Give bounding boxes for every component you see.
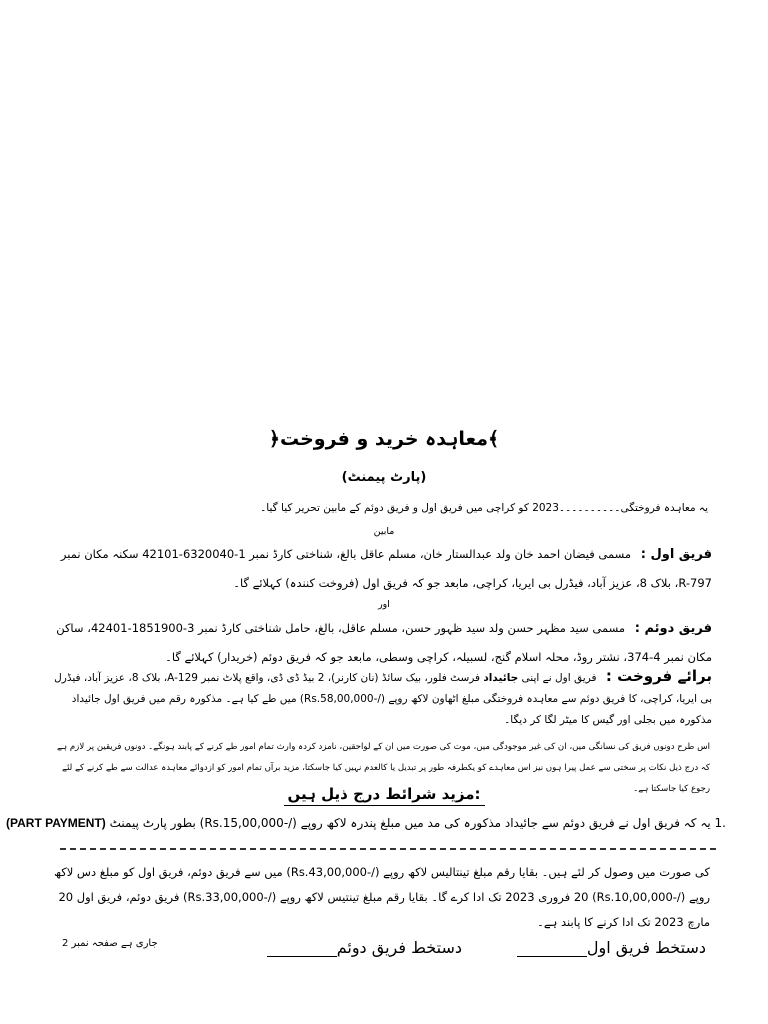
intro-line: یہ معاہدہ فروختگی۔۔۔۔۔۔۔۔۔۔2023 کو کراچی میں فریق اول و فریق دوئم کے مابین تحریر کیا گیا۔ — [260, 502, 708, 514]
sale-pre: فریق اول نے اپنی — [521, 672, 597, 684]
party-one-details: مسمی فیضان احمد خان ولد عبدالستار خان، مسلم عاقل بالغ، شناختی کارڈ نمبر 1-6320040-42101 سکنہ مکان نمبر R-797، بلاک 8، عزیز آباد، فیڈرل بی ایریا، کراچی، مابعد جو کہ فریق اول (فروخت کنندہ) کہلائے گا۔ — [60, 547, 712, 590]
signature-second-party — [267, 938, 462, 957]
condition-item-1 — [6, 816, 726, 830]
property-label: جائیداد — [483, 672, 519, 684]
payment-schedule-paragraph: کی صورت میں وصول کر لئے ہیں۔ بقایا رقم مبلغ تینتالیس لاکھ روپے (/-Rs.43,00,000) میں سے فریق دوئم، فریق اول کو مبلغ دس لاکھ روپے (/-Rs.10,00,000) 20 فروری 2023 تک ادا کرے گا۔ بقایا رقم مبلغ تینتیس لاکھ روپے (/-Rs.33,00,000) فریق دوئم، فریق اول 20 مارچ 2023 تک ادا کرنے کا پابند ہے۔ — [53, 865, 710, 929]
document-title: ﴿معاہدہ خرید و فروخت﴾ — [268, 428, 500, 450]
dashed-separator — [60, 848, 716, 850]
item-text: یہ کہ فریق اول نے فریق دوئم سے جائیداد مذکورہ کی مد میں مبلغ پندرہ لاکھ روپے (/-Rs.15,00,000) بطور پارٹ پیمنٹ — [109, 816, 711, 830]
signature-line — [517, 946, 587, 957]
signature-second-label: دستخط فریق دوئم — [336, 938, 462, 957]
party-one-label: فریق اول : — [640, 547, 712, 562]
party-two-label: فریق دوئم : — [634, 621, 712, 636]
sale-label: برائے فروخت : — [605, 667, 712, 685]
terms-note: اس طرح دونوں فریق کی نسانگی میں، ان کی غیر موجودگی میں، موت کی صورت میں ان کے لواحقین، نامزد کردہ وارث تمام امور طے کرنے کے پابند ہونگے۔ دونوں فریقین پر لازم ہے کہ درج ذیل نکات پر سختی سے عمل پیرا ہوں نیز اس معاہدے کو یکطرفہ طور پر تبدیل یا کالعدم نہیں کیا جاسکتا، مزید برآں تمام امور کو ازدوائے معاہدہ عدالت سے طے کرنے کے لئے رجوع کیا جاسکتا ہے۔ — [57, 742, 710, 794]
continued-note: جاری ہے صفحہ نمبر 2 — [62, 938, 158, 949]
between-label: مابین — [373, 526, 395, 537]
party-one-paragraph — [52, 540, 712, 597]
signature-first-party — [517, 938, 706, 957]
item-number: .1 — [714, 816, 726, 830]
party-two-paragraph — [52, 614, 712, 671]
part-payment-label: (PART PAYMENT) — [6, 816, 106, 830]
more-conditions-heading — [0, 785, 768, 803]
sale-paragraph — [52, 666, 712, 731]
sale-details: فرسٹ فلور، بیک سائڈ (نان کارنر)، 2 بیڈ ڈی ڈی، واقع پلاٹ نمبر A-129، بلاک 8، عزیز آباد، فیڈرل بی ایریا، کراچی، کا فریق دوئم سے معاہدہ فروختگی مبلغ اٹھاون لاکھ روپے (/-Rs.58,00,000) میں طے کیا ہے۔ مذکورہ رقم میں فریق اول جائیداد مذکورہ میں بجلی اور گیس کا میٹر لگا کر دیگا۔ — [54, 672, 712, 726]
signature-first-label: دستخط فریق اول — [586, 938, 706, 957]
party-two-details: مسمی سید مظہر حسن ولد سید ظہور حسن، مسلم عاقل، بالغ، حامل شناختی کارڈ نمبر 3-1851900-42401، ساکن مکان نمبر 4-374، نشتر روڈ، محلہ اسلام گنج، لسبیلہ، کراچی وسطی، مابعد جو کہ فریق دوئم (خریدار) کہلائے گا۔ — [56, 621, 712, 664]
signature-line — [267, 946, 337, 957]
more-conditions-text: مزید شرائط درج ذیل ہیں: — [284, 785, 485, 806]
document-subtitle: (پارٹ پیمنٹ) — [341, 470, 427, 485]
and-label: اور — [378, 599, 390, 610]
